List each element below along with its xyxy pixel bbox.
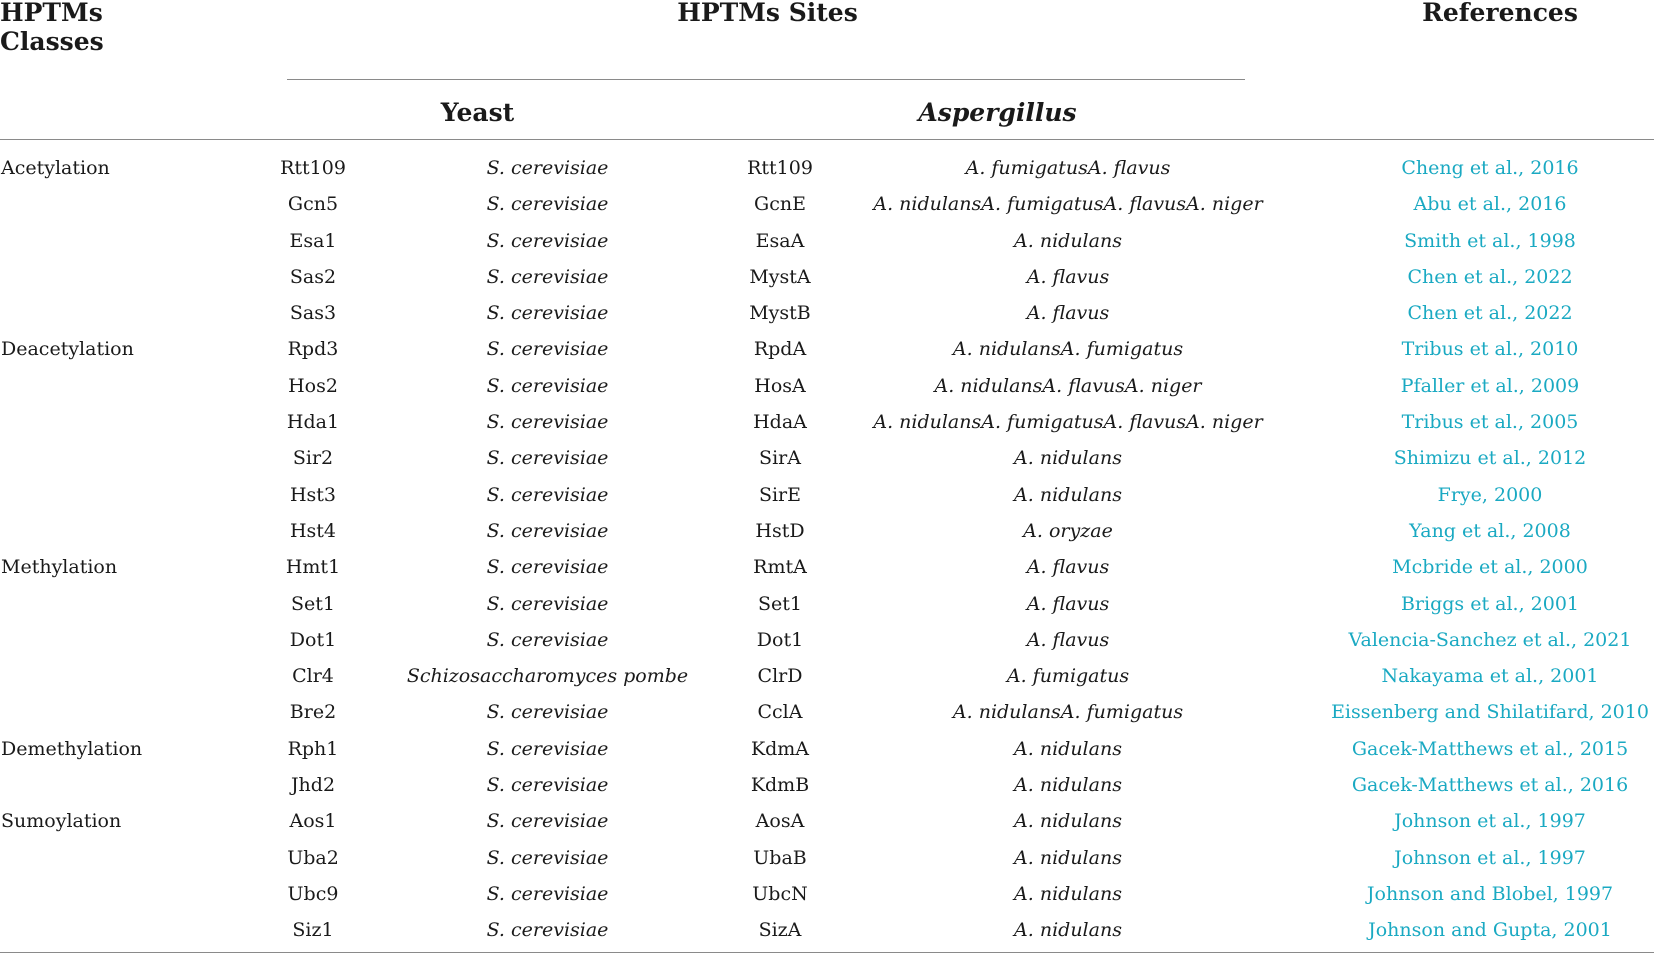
reference-link[interactable]: Nakayama et al., 2001 (1381, 665, 1599, 688)
aspergillus-organism-cell: A. nidulans (1014, 882, 1122, 905)
yeast-site-cell: Hda1 (286, 411, 340, 434)
aspergillus-organism-cell: A. nidulansA. fumigatusA. flavusA. niger (873, 411, 1263, 434)
table-row (0, 767, 1654, 803)
yeast-site-cell: Ubc9 (287, 882, 339, 905)
aspergillus-organism-cell: A. nidulansA. fumigatus (952, 338, 1184, 361)
reference-link[interactable]: Johnson and Blobel, 1997 (1366, 882, 1614, 905)
yeast-site-cell: Sir2 (292, 447, 334, 470)
yeast-organism-cell: S. cerevisiae (486, 592, 609, 615)
header-aspergillus: Aspergillus (918, 98, 1077, 127)
yeast-site-cell: Aos1 (289, 810, 337, 833)
aspergillus-site-cell: HstD (755, 519, 805, 542)
yeast-organism-cell: S. cerevisiae (486, 737, 609, 760)
table-row (0, 622, 1654, 658)
aspergillus-organism-cell: A. oryzae (1023, 519, 1113, 542)
reference-link[interactable]: Pfaller et al., 2009 (1400, 374, 1580, 397)
table-row (0, 876, 1654, 912)
aspergillus-site-cell: UbaB (753, 846, 807, 869)
aspergillus-site-cell: MystB (749, 302, 811, 325)
aspergillus-site-cell: ClrD (757, 665, 803, 688)
table-body (0, 150, 1654, 949)
aspergillus-site-cell: HosA (754, 374, 806, 397)
aspergillus-site-cell: MystA (749, 265, 811, 288)
reference-link[interactable]: Frye, 2000 (1437, 483, 1543, 506)
reference-link[interactable]: Valencia-Sanchez et al., 2021 (1348, 628, 1632, 651)
reference-link[interactable]: Eissenberg and Shilatifard, 2010 (1331, 701, 1649, 724)
yeast-site-cell: Rtt109 (280, 157, 346, 179)
header-classes-line1: HPTMs (0, 0, 103, 27)
yeast-site-cell: Hos2 (288, 374, 338, 397)
yeast-organism-cell: S. cerevisiae (486, 628, 609, 651)
yeast-site-cell: Siz1 (292, 919, 334, 942)
header-references: References (1422, 0, 1578, 27)
yeast-site-cell: Hst4 (289, 519, 337, 542)
aspergillus-site-cell: SirA (759, 447, 801, 470)
yeast-site-cell: Gcn5 (287, 193, 339, 216)
reference-link[interactable]: Johnson and Gupta, 2001 (1368, 919, 1612, 942)
yeast-organism-cell: S. cerevisiae (486, 882, 609, 905)
aspergillus-site-cell: EsaA (755, 229, 805, 252)
yeast-site-cell: Dot1 (289, 628, 337, 651)
table-row (0, 731, 1654, 767)
yeast-site-cell: Jhd2 (290, 774, 336, 797)
yeast-organism-cell: S. cerevisiae (486, 810, 609, 833)
yeast-organism-cell: S. cerevisiae (486, 846, 609, 869)
header-classes-line2: Classes (0, 27, 104, 56)
table-row (0, 803, 1654, 839)
reference-link[interactable]: Tribus et al., 2010 (1401, 338, 1579, 361)
table-row (0, 223, 1654, 259)
reference-link[interactable]: Tribus et al., 2005 (1401, 411, 1579, 434)
aspergillus-site-cell: SirE (758, 483, 802, 506)
aspergillus-organism-cell: A. flavus (1026, 556, 1110, 579)
table-row (0, 150, 1654, 186)
aspergillus-site-cell: Set1 (758, 592, 802, 615)
aspergillus-site-cell: Rtt109 (747, 157, 813, 179)
yeast-organism-cell: S. cerevisiae (486, 556, 609, 579)
reference-link[interactable]: Gacek-Matthews et al., 2016 (1351, 774, 1629, 797)
yeast-site-cell: Rph1 (287, 737, 339, 760)
reference-link[interactable]: Smith et al., 1998 (1404, 229, 1576, 252)
yeast-site-cell: Sas2 (289, 265, 337, 288)
table-row (0, 259, 1654, 295)
yeast-site-cell: Hst3 (289, 483, 337, 506)
header-yeast: Yeast (440, 98, 515, 127)
table-bottom-rule (0, 952, 1654, 953)
aspergillus-site-cell: RmtA (753, 556, 807, 579)
reference-link[interactable]: Yang et al., 2008 (1409, 519, 1571, 542)
yeast-organism-cell: S. cerevisiae (486, 265, 609, 288)
aspergillus-site-cell: HdaA (753, 411, 807, 434)
yeast-organism-cell: S. cerevisiae (486, 447, 609, 470)
aspergillus-organism-cell: A. flavus (1026, 265, 1110, 288)
yeast-organism-cell: Schizosaccharomyces pombe (406, 665, 689, 688)
reference-link[interactable]: Johnson et al., 1997 (1394, 846, 1586, 869)
yeast-site-cell: Sas3 (289, 302, 337, 325)
aspergillus-organism-cell: A. nidulans (1014, 774, 1122, 797)
header-bottom-rule (0, 139, 1654, 140)
aspergillus-organism-cell: A. nidulansA. fumigatusA. flavusA. niger (873, 193, 1263, 216)
yeast-organism-cell: S. cerevisiae (486, 701, 609, 724)
yeast-organism-cell: S. cerevisiae (486, 193, 609, 216)
reference-link[interactable]: Mcbride et al., 2000 (1392, 556, 1588, 579)
reference-link[interactable]: Gacek-Matthews et al., 2015 (1351, 737, 1629, 760)
aspergillus-site-cell: AosA (755, 810, 805, 833)
yeast-organism-cell: S. cerevisiae (486, 483, 609, 506)
table-row (0, 840, 1654, 876)
table-row (0, 912, 1654, 948)
aspergillus-organism-cell: A. fumigatus (1006, 665, 1130, 688)
aspergillus-organism-cell: A. fumigatusA. flavus (965, 157, 1171, 179)
yeast-organism-cell: S. cerevisiae (486, 338, 609, 361)
table-row (0, 295, 1654, 331)
aspergillus-site-cell: GcnE (754, 193, 806, 216)
table-row (0, 658, 1654, 694)
class-cell: Methylation (1, 556, 118, 579)
table-row (0, 404, 1654, 440)
class-cell: Sumoylation (1, 810, 122, 833)
aspergillus-organism-cell: A. nidulans (1014, 483, 1122, 506)
reference-link[interactable]: Chen et al., 2022 (1407, 302, 1573, 325)
sites-subheader-rule (287, 79, 1245, 80)
table-row (0, 477, 1654, 513)
yeast-organism-cell: S. cerevisiae (486, 919, 609, 942)
class-cell: Deacetylation (1, 338, 134, 361)
aspergillus-organism-cell: A. flavus (1026, 592, 1110, 615)
table-row (0, 513, 1654, 549)
aspergillus-site-cell: KdmA (750, 737, 810, 760)
aspergillus-site-cell: Dot1 (756, 628, 804, 651)
table-row (0, 694, 1654, 730)
table-row (0, 440, 1654, 476)
aspergillus-site-cell: UbcN (752, 882, 808, 905)
table-row (0, 549, 1654, 585)
table-row (0, 586, 1654, 622)
aspergillus-organism-cell: A. nidulans (1014, 737, 1122, 760)
aspergillus-organism-cell: A. nidulans (1014, 810, 1122, 833)
aspergillus-site-cell: KdmB (750, 774, 810, 797)
aspergillus-organism-cell: A. nidulans (1014, 919, 1122, 942)
yeast-site-cell: Uba2 (287, 846, 339, 869)
table-row (0, 331, 1654, 367)
yeast-site-cell: Bre2 (289, 701, 337, 724)
aspergillus-site-cell: RpdA (753, 338, 807, 361)
aspergillus-site-cell: SizA (758, 919, 802, 942)
header-hptms-sites: HPTMs Sites (677, 0, 858, 27)
reference-link[interactable]: Briggs et al., 2001 (1400, 592, 1580, 615)
class-cell: Demethylation (1, 737, 143, 760)
table-row (0, 368, 1654, 404)
reference-link[interactable]: Cheng et al., 2016 (1401, 157, 1579, 179)
reference-link[interactable]: Abu et al., 2016 (1413, 193, 1567, 216)
table-row (0, 186, 1654, 222)
yeast-organism-cell: S. cerevisiae (486, 519, 609, 542)
aspergillus-organism-cell: A. nidulansA. fumigatus (952, 701, 1184, 724)
aspergillus-organism-cell: A. nidulansA. flavusA. niger (934, 374, 1202, 397)
reference-link[interactable]: Johnson et al., 1997 (1394, 810, 1586, 833)
yeast-organism-cell: S. cerevisiae (486, 302, 609, 325)
aspergillus-organism-cell: A. flavus (1026, 302, 1110, 325)
class-cell: Acetylation (1, 157, 110, 179)
reference-link[interactable]: Shimizu et al., 2012 (1393, 447, 1587, 470)
yeast-site-cell: Rpd3 (287, 338, 339, 361)
yeast-organism-cell: S. cerevisiae (486, 774, 609, 797)
yeast-site-cell: Set1 (291, 592, 335, 615)
reference-link[interactable]: Chen et al., 2022 (1407, 265, 1573, 288)
yeast-organism-cell: S. cerevisiae (486, 374, 609, 397)
aspergillus-organism-cell: A. nidulans (1014, 229, 1122, 252)
yeast-organism-cell: S. cerevisiae (486, 229, 609, 252)
yeast-organism-cell: S. cerevisiae (486, 411, 609, 434)
aspergillus-organism-cell: A. flavus (1026, 628, 1110, 651)
aspergillus-organism-cell: A. nidulans (1014, 447, 1122, 470)
yeast-site-cell: Clr4 (292, 665, 334, 688)
aspergillus-site-cell: CclA (757, 701, 803, 724)
aspergillus-organism-cell: A. nidulans (1014, 846, 1122, 869)
yeast-organism-cell: S. cerevisiae (486, 157, 609, 179)
yeast-site-cell: Hmt1 (285, 556, 341, 579)
yeast-site-cell: Esa1 (289, 229, 337, 252)
